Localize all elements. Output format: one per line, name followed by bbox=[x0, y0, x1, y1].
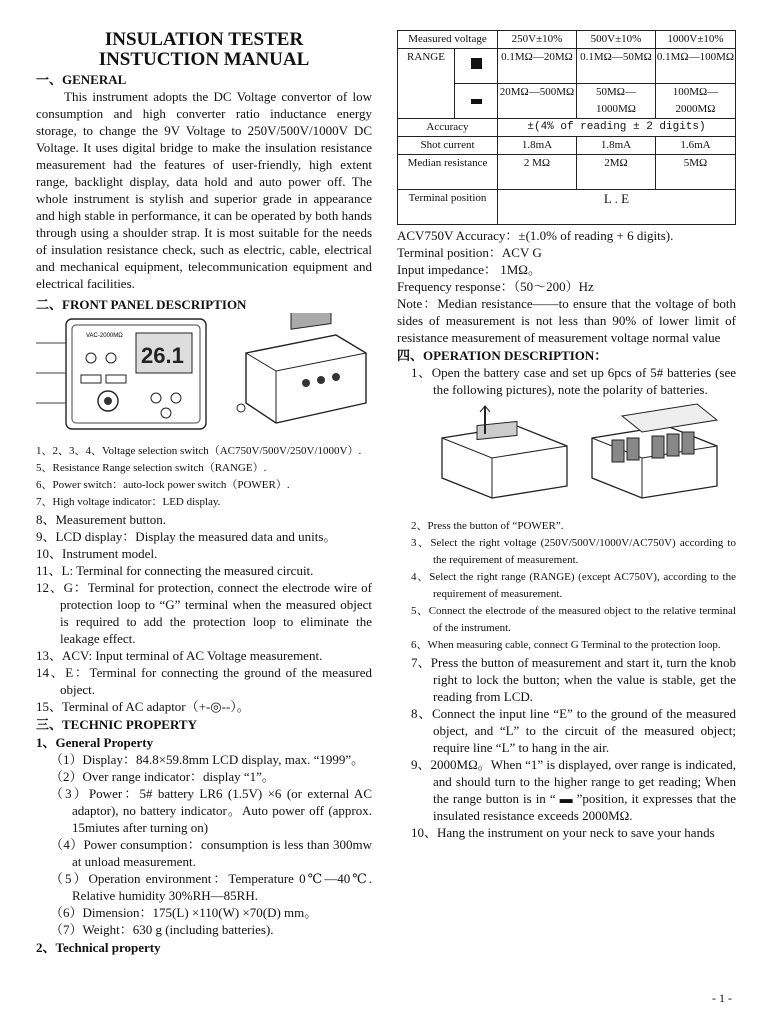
operation-step: 4、Select the right range (RANGE) (except AC750V), according to the requirement of measurement. bbox=[411, 571, 736, 600]
operation-step: 3、Select the right voltage (250V/500V/1000V/AC750V) according to the requirement of measurement. bbox=[411, 537, 736, 566]
page-number: - 1 - bbox=[712, 991, 732, 1005]
operation-step: 5、Connect the electrode of the measured object to the relative terminal of the instrument. bbox=[411, 605, 736, 634]
table-cell: 1.6mA bbox=[656, 137, 736, 155]
left-column bbox=[36, 30, 372, 956]
front-panel-item: 12、G：Terminal for protection, connect the electrode wire of protection loop to “G” terminal when the measured object is required to add the protection loop to eliminate the leakage effect. bbox=[36, 580, 372, 646]
table-cell: 0.1MΩ—100MΩ bbox=[656, 49, 736, 84]
general-property-list bbox=[36, 751, 372, 938]
front-panel-list bbox=[36, 443, 372, 715]
table-cell: 1000V±10% bbox=[656, 31, 736, 49]
range-label-cell: RANGE bbox=[398, 49, 455, 119]
table-cell: 1.8mA bbox=[577, 137, 656, 155]
acv-accuracy: ACV750V Accuracy：±(1.0% of reading + 6 digits). bbox=[397, 228, 674, 243]
table-cell: Shot current bbox=[398, 137, 498, 155]
front-panel-heading: 二、FRONT PANEL DESCRIPTION bbox=[36, 297, 247, 312]
technic-heading: 三、TECHNIC PROPERTY bbox=[36, 717, 197, 732]
instrument-illustration bbox=[36, 313, 372, 443]
range-high-icon bbox=[455, 84, 498, 119]
battery-figure bbox=[397, 398, 736, 518]
general-property-item: （2）Over range indicator：display “1”。 bbox=[50, 769, 275, 784]
table-cell: 100MΩ—2000MΩ bbox=[656, 84, 736, 119]
operation-step: 8、Connect the input line “E” to the ground of the measured object, and “L” to the circuit of the measured object; require line “L” to hang in the air. bbox=[411, 706, 736, 755]
table-row bbox=[398, 190, 736, 225]
front-panel-item: 6、Power switch：auto-lock power switch（POWER）. bbox=[36, 479, 290, 491]
table-cell: ±(4% of reading ± 2 digits) bbox=[498, 119, 736, 137]
table-cell: 250V±10% bbox=[498, 31, 577, 49]
table-row bbox=[398, 49, 736, 84]
table-cell: Measured voltage bbox=[398, 31, 498, 49]
general-property-heading: 1、General Property bbox=[36, 735, 154, 750]
operation-step-1: 1、Open the battery case and set up 6pcs of 5# batteries (see the following pictures), note the polarity of batteries. bbox=[411, 365, 736, 397]
general-property-item: （6）Dimension：175(L) ×110(W) ×70(D) mm。 bbox=[50, 905, 318, 920]
table-cell: 20MΩ—500MΩ bbox=[498, 84, 577, 119]
manual-title-line2: INSTUCTION MANUAL bbox=[98, 49, 310, 70]
right-column bbox=[397, 30, 736, 841]
acv-note: Note：Median resistance——to ensure that the voltage of both sides of measurement is not less than 90% of lower limit of resistance measurement of measurement voltage normal value bbox=[397, 296, 736, 345]
table-cell: 2 MΩ bbox=[498, 155, 577, 190]
table-cell: 5MΩ bbox=[656, 155, 736, 190]
general-paragraph: This instrument adopts the DC Voltage convertor of low consumption and high converter ratio inductance energy storage, to change the 9V Voltage to 250V/500V/1000V DC Voltage. It uses digital bridge to make the insulation resistance measurement had the features of user-friendly, high extent range, backlight display, data hold and auto power off. The whole instrument is stylish and superior grade in appearance and high stable in performance, it can be operated by both hands through using a shoulder strap. It is most suitable for the needs of insulation resistance check, such as electric, cable, electrical and mechanical equipment, telecommunication equipment and electrical facilities. bbox=[36, 89, 372, 291]
front-panel-item: 1、2、3、4、Voltage selection switch（AC750V/500V/250V/1000V）. bbox=[36, 445, 362, 457]
general-property-item: （7）Weight：630 g (including batteries). bbox=[50, 922, 274, 937]
table-cell: Accuracy bbox=[398, 119, 498, 137]
front-panel-item: 14、E：Terminal for connecting the ground of the measured object. bbox=[36, 665, 372, 697]
table-cell: Median resistance bbox=[398, 155, 498, 190]
model-label: VAC-2000MΩ bbox=[86, 333, 123, 339]
table-cell: L . E bbox=[498, 190, 736, 225]
table-row bbox=[398, 31, 736, 49]
table-cell: 1.8mA bbox=[498, 137, 577, 155]
operation-step: 10、Hang the instrument on your neck to save your hands bbox=[411, 825, 715, 840]
front-panel-item: 5、Resistance Range selection switch（RANGE）. bbox=[36, 462, 267, 474]
operation-steps-list bbox=[397, 518, 736, 841]
front-panel-item: 8、Measurement button. bbox=[36, 512, 166, 527]
acv-impedance: Input impedance： 1MΩ。 bbox=[397, 262, 541, 277]
general-property-item: （1）Display：84.8×59.8mm LCD display, max. “1999”。 bbox=[50, 752, 365, 767]
table-cell: Terminal position bbox=[398, 190, 498, 225]
table-cell: 0.1MΩ—50MΩ bbox=[577, 49, 656, 84]
front-panel-figure bbox=[36, 313, 372, 443]
acv-terminal: Terminal position：ACV G bbox=[397, 245, 542, 260]
manual-title-line1: INSULATION TESTER bbox=[104, 29, 304, 50]
front-panel-item: 13、ACV: Input terminal of AC Voltage measurement. bbox=[36, 648, 323, 663]
technical-property-heading: 2、Technical property bbox=[36, 940, 161, 955]
table-cell: 2MΩ bbox=[577, 155, 656, 190]
table-row bbox=[398, 137, 736, 155]
lcd-readout: 26.1 bbox=[141, 343, 184, 368]
table-row bbox=[398, 155, 736, 190]
operation-heading: 四、OPERATION DESCRIPTION： bbox=[397, 348, 608, 363]
operation-step: 9、2000MΩ。When “1” is displayed, over range is indicated, and should turn to the higher range to get reading; When the range button is in “ ▬ ”position, it expresses that the insulated resistance exceeds 2000MΩ. bbox=[411, 757, 736, 823]
range-low-icon bbox=[455, 49, 498, 84]
technical-spec-table bbox=[397, 30, 736, 225]
general-property-item: （5）Operation environment：Temperature 0℃—40℃. Relative humidity 30%RH—85RH. bbox=[50, 871, 372, 903]
operation-step: 7、Press the button of measurement and start it, turn the knob right to lock the button; when the value is stable, get the reading from LCD. bbox=[411, 655, 736, 704]
table-cell: 50MΩ—1000MΩ bbox=[577, 84, 656, 119]
front-panel-item: 7、High voltage indicator：LED display. bbox=[36, 496, 221, 508]
table-cell: 0.1MΩ—20MΩ bbox=[498, 49, 577, 84]
general-property-item: （3）Power：5# battery LR6 (1.5V) ×6 (or external AC adaptor), no battery indicator。Auto power off (approx. 15miutes after turning on) bbox=[50, 786, 372, 835]
front-panel-item: 10、Instrument model. bbox=[36, 546, 158, 561]
table-row bbox=[398, 119, 736, 137]
operation-step: 2、Press the button of “POWER”. bbox=[411, 520, 564, 532]
general-heading: 一、GENERAL bbox=[36, 72, 127, 87]
table-cell: 500V±10% bbox=[577, 31, 656, 49]
front-panel-item: 9、LCD display：Display the measured data and units。 bbox=[36, 529, 337, 544]
front-panel-item: 11、L: Terminal for connecting the measured circuit. bbox=[36, 563, 314, 578]
front-panel-item: 15、Terminal of AC adaptor（+-◎--）。 bbox=[36, 699, 250, 714]
operation-step: 6、When measuring cable, connect G Terminal to the protection loop. bbox=[411, 639, 721, 651]
battery-illustration bbox=[397, 398, 736, 518]
general-property-item: （4）Power consumption：consumption is less than 300mw at unload measurement. bbox=[50, 837, 372, 869]
acv-frequency: Frequency response：（50～200）Hz bbox=[397, 279, 594, 294]
